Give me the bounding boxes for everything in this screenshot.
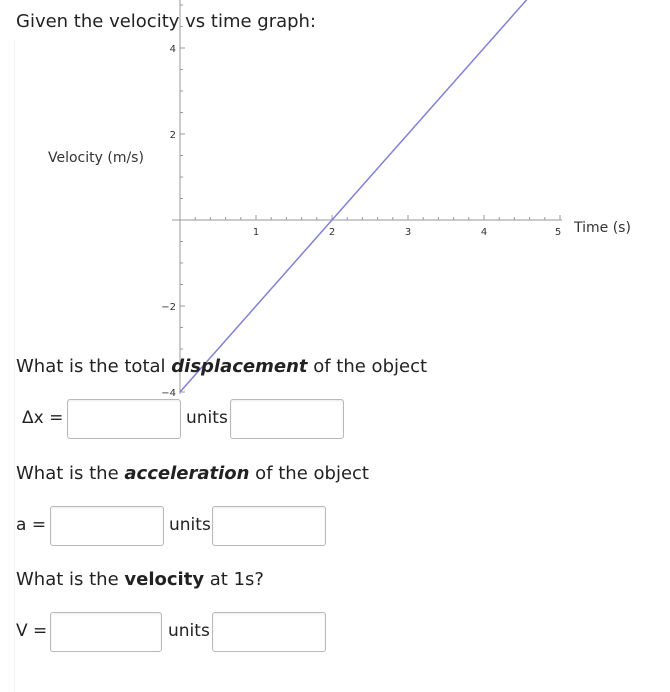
velocity-input[interactable] [50, 612, 162, 652]
displacement-answer-row [0, 399, 670, 439]
prompt-heading: Given the velocity vs time graph: [16, 11, 317, 32]
x-tick-label: 2 [328, 227, 336, 238]
velocity-series-line [180, 0, 560, 392]
chart-marks [180, 0, 560, 392]
acceleration-answer-row [0, 506, 670, 546]
y-tick-label: 2 [169, 130, 176, 141]
velocity-units-label: units [168, 621, 210, 641]
y-tick-label: 4 [169, 44, 176, 55]
question-emphasis: velocity [124, 569, 205, 590]
x-tick-label: 4 [480, 227, 488, 238]
y-axis-label: Velocity (m/s) [48, 150, 144, 166]
y-tick-label: −2 [161, 302, 176, 313]
acceleration-units-label: units [169, 515, 211, 535]
question-displacement [16, 356, 427, 377]
question-text: of the object [249, 463, 369, 484]
question-text: of the object [307, 356, 428, 377]
x-axis-label: Time (s) [574, 220, 631, 236]
displacement-units-input[interactable] [230, 399, 344, 439]
question-text: What is the [16, 569, 125, 590]
question-emphasis: acceleration [124, 463, 250, 484]
displacement-units-label: units [186, 408, 228, 428]
x-tick-label: 5 [554, 227, 562, 238]
x-tick-label: 1 [252, 227, 260, 238]
question-text: What is the total [16, 356, 172, 377]
velocity-label: V = [16, 621, 48, 641]
velocity-answer-row [0, 612, 670, 652]
y-tick-label: −4 [161, 388, 176, 399]
question-text: What is the [16, 463, 125, 484]
acceleration-units-input[interactable] [212, 506, 326, 546]
question-emphasis: displacement [171, 356, 308, 377]
question-acceleration [16, 463, 369, 484]
acceleration-input[interactable] [50, 506, 164, 546]
x-tick-label: 3 [404, 227, 412, 238]
chart-labels [48, 0, 631, 399]
question-velocity [16, 569, 264, 590]
displacement-input[interactable] [67, 399, 181, 439]
velocity-units-input[interactable] [212, 612, 326, 652]
displacement-label: Δx = [22, 408, 64, 428]
acceleration-label: a = [16, 515, 47, 535]
question-text: at 1s? [204, 569, 264, 590]
